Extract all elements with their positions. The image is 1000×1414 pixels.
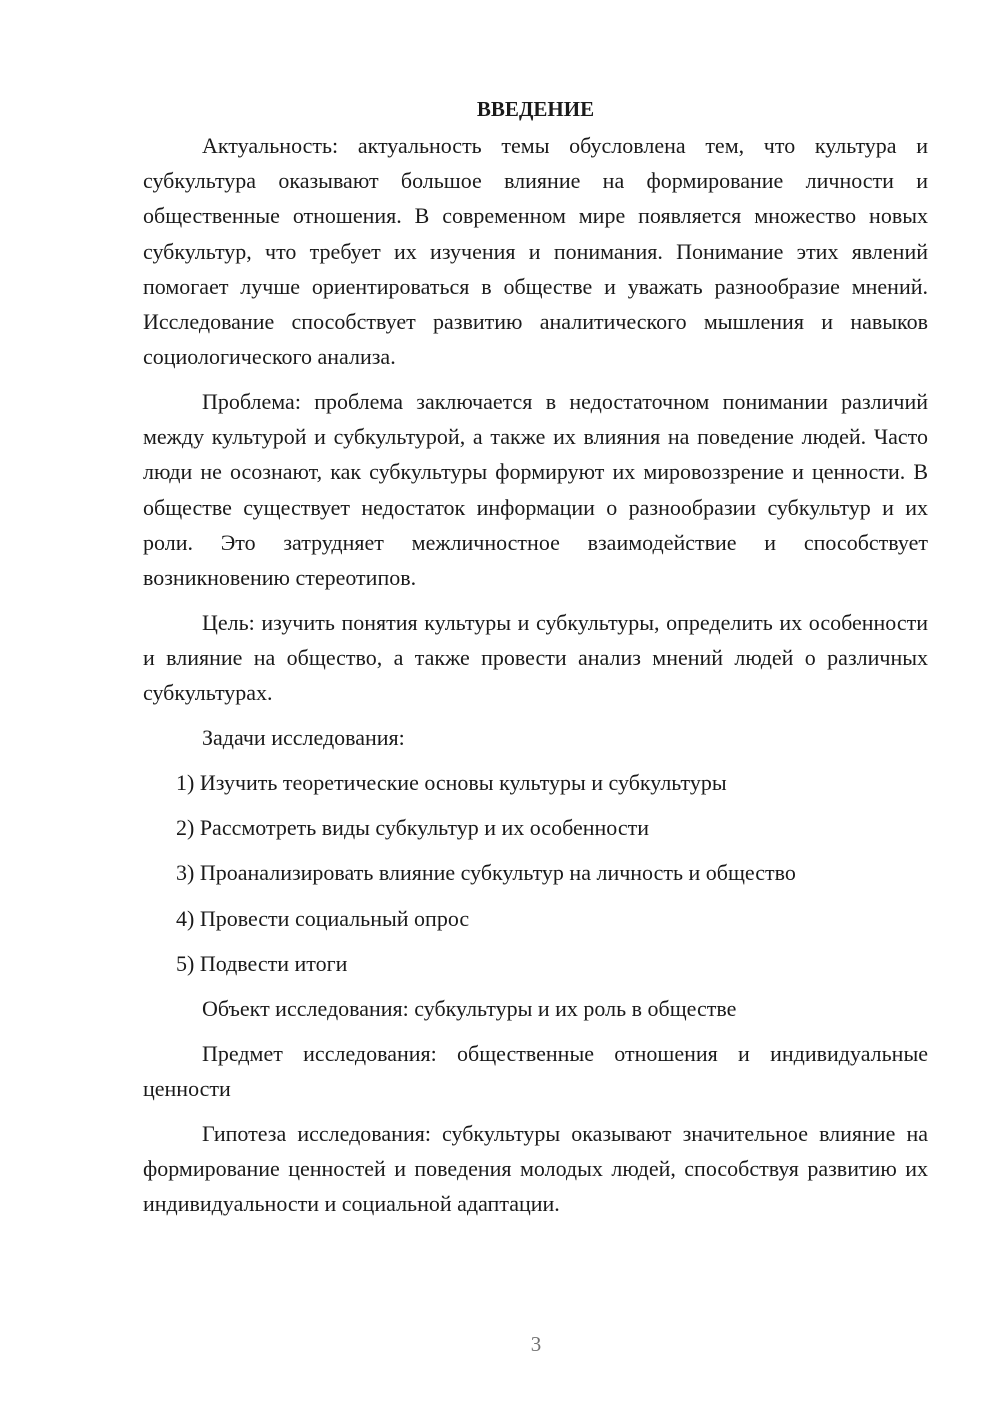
relevance-paragraph: Актуальность: актуальность темы обусловлена тем, что культура и субкультура оказывают большое влияние на формирование личности и общественные отношения. В современном мире появляется множество новых субкультур, что требует их изучения и понимания. Понимание этих явлений помогает лучше ориентироваться в обществе и уважать разнообразие мнений. Исследование способствует развитию аналитического мышления и навыков социологического анализа. <box>143 133 928 370</box>
tasks-heading: Задачи исследования: <box>202 724 405 750</box>
page-number: 3 <box>530 1332 542 1356</box>
list-item: 5) Подвести итоги <box>176 950 348 976</box>
list-item: 1) Изучить теоретические основы культуры и субкультуры <box>176 769 727 795</box>
tasks-list <box>143 765 928 981</box>
goal-paragraph: Цель: изучить понятия культуры и субкультуры, определить их особенности и влияние на общество, а также провести анализ мнений людей о различных субкультурах. <box>143 609 928 706</box>
list-item: 4) Провести социальный опрос <box>176 905 470 931</box>
object-paragraph: Объект исследования: субкультуры и их роль в обществе <box>202 995 737 1021</box>
list-item: 2) Рассмотреть виды субкультур и их особенности <box>176 815 649 841</box>
subject-paragraph: Предмет исследования: общественные отношения и индивидуальные ценности <box>143 1041 928 1102</box>
hypothesis-paragraph: Гипотеза исследования: субкультуры оказывают значительное влияние на формирование ценностей и поведения молодых людей, способствуя развитию их индивидуальности и социальной адаптации. <box>143 1121 928 1217</box>
problem-paragraph: Проблема: проблема заключается в недостаточном понимании различий между культурой и субкультурой, а также их влияния на поведение людей. Часто люди не осознают, как субкультуры формируют их мировоззрение и ценности. В обществе существует недостаток информации о разнообразии субкультур и их роли. Это затрудняет межличностное взаимодействие и способствует возникновению стереотипов. <box>143 388 928 590</box>
list-item: 3) Проанализировать влияние субкультур на личность и общество <box>176 860 796 886</box>
document-page <box>143 92 928 1231</box>
section-heading: ВВЕДЕНИЕ <box>476 97 595 121</box>
